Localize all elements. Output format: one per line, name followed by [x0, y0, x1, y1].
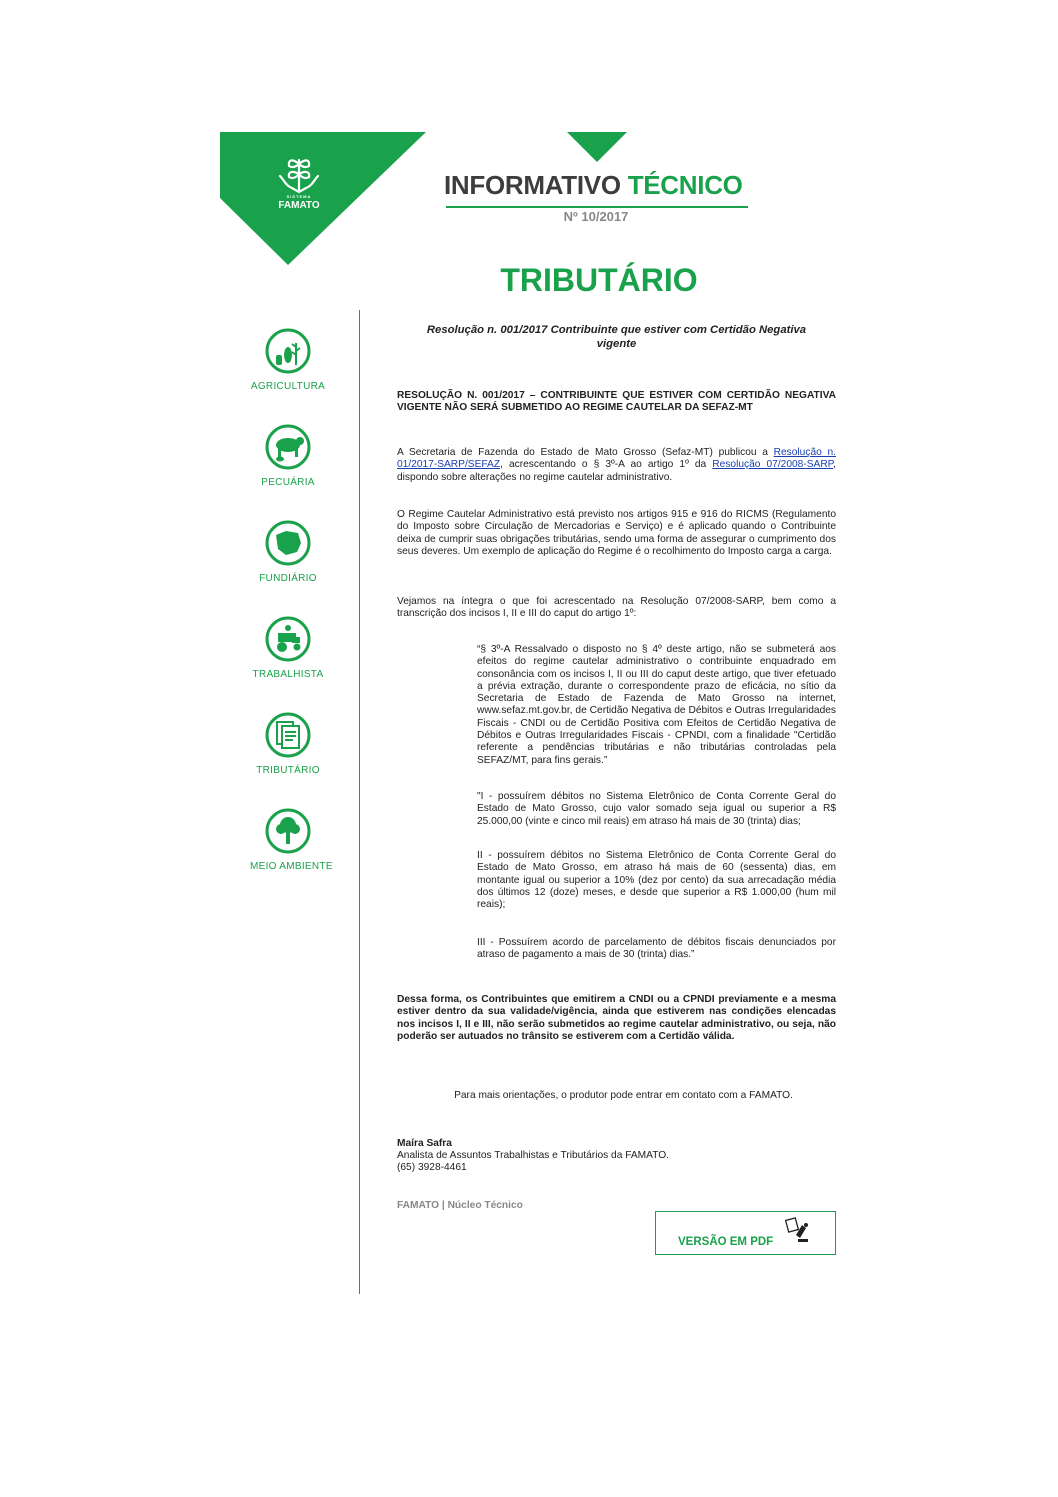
- sidebar-item-label: TRIBUTÁRIO: [256, 765, 320, 776]
- paragraph-transcription-intro: Vejamos na íntegra o que foi acrescentado na Resolução 07/2008-SARP, bem como a transcrição dos incisos I, II e III do caput do artigo 1º:: [397, 596, 836, 620]
- sidebar-item-label: PECUÁRIA: [261, 477, 315, 488]
- quote-inciso-i: "I - possuírem débitos no Sistema Eletrônico de Conta Corrente Geral do Estado de Mato Grosso, cujo valor somado seja igual ou superior a R$ 25.000,00 (vinte e cinco mil reais) em atraso há mais de 30 (trinta) dias;: [477, 791, 836, 827]
- title-underline: [446, 206, 748, 208]
- paragraph-conclusion: Dessa forma, os Contribuintes que emitirem a CNDI ou a CPNDI previamente e a mesma estiver dentro da sua validade/vigência, ainda que estiverem nas condições elencadas nos incisos I, II e III, não serão submetidos ao regime cautelar administrativo, ou seja, não poderão ser autuados no trânsito se estiverem com a Certidão válida.: [397, 994, 836, 1042]
- agriculture-icon: [264, 327, 312, 375]
- author-role: Analista de Assuntos Trabalhistas e Tributários da FAMATO.: [397, 1150, 669, 1161]
- tax-document-icon: [264, 711, 312, 759]
- article-headline: RESOLUÇÃO N. 001/2017 – CONTRIBUINTE QUE ESTIVER COM CERTIDÃO NEGATIVA VIGENTE NÃO SERÁ SUBMETIDO AO REGIME CAUTELAR DA SEFAZ-MT: [397, 390, 836, 414]
- sidebar-item-pecuaria[interactable]: [250, 423, 326, 488]
- logo-sistema-text: SISTEMA: [286, 194, 312, 199]
- article-subtitle: [397, 323, 836, 351]
- sidebar-item-trabalhista[interactable]: [250, 615, 326, 680]
- article-subtitle-line1: Resolução n. 001/2017 Contribuinte que estiver com Certidão Negativa: [426, 324, 807, 336]
- page-title-part1: INFORMATIVO: [444, 170, 628, 200]
- article-subtitle-line2: vigente: [596, 338, 637, 350]
- sidebar-item-label: FUNDIÁRIO: [259, 573, 317, 584]
- logo-famato-text: FAMATO: [278, 200, 320, 211]
- pdf-download-icon: [784, 1217, 812, 1243]
- sidebar-divider: [359, 310, 360, 1294]
- tree-icon: [264, 807, 312, 855]
- issue-number: Nº 10/2017: [563, 209, 629, 224]
- paragraph-intro: [397, 447, 836, 484]
- quote-inciso-ii: II - possuírem débitos no Sistema Eletrônico de Conta Corrente Geral do Estado de Mato Grosso, em atraso há mais de 60 (sessenta) dias, em montante igual ou superior a 10% (dez por cento) da sua arrecadação média dos últimos 12 (doze) meses, e desde que superior a R$ 1.000,00 (hum mil reais);: [477, 850, 836, 911]
- author-name: Maíra Safra: [397, 1138, 452, 1149]
- paragraph-text: , dispondo sobre alterações no regime cautelar administrativo.: [397, 459, 836, 483]
- author-phone: (65) 3928-4461: [397, 1162, 467, 1173]
- paragraph-regime: O Regime Cautelar Administrativo está previsto nos artigos 915 e 916 do RICMS (Regulamento do Imposto sobre Circulação de Mercadorias e Serviço) e é aplicado quando o Contribuinte deixa de cumprir suas obrigações tributárias, sendo uma forma de assegurar o cumprimento dos seus deveres. Um exemplo de aplicação do Regime é o recolhimento do Imposto carga a carga.: [397, 509, 836, 557]
- resolucao-07-2008-link[interactable]: Resolução 07/2008-SARP: [712, 459, 834, 471]
- contact-line: Para mais orientações, o produtor pode entrar em contato com a FAMATO.: [454, 1090, 793, 1101]
- paragraph-text: A Secretaria de Fazenda do Estado de Mato Grosso (Sefaz-MT) publicou a: [397, 447, 774, 458]
- tractor-icon: [264, 615, 312, 663]
- land-map-icon: [264, 519, 312, 567]
- green-notch-triangle: [567, 132, 627, 162]
- livestock-icon: [264, 423, 312, 471]
- footer-note: FAMATO | Núcleo Técnico: [397, 1200, 523, 1211]
- page-title-part2: TÉCNICO: [627, 170, 743, 200]
- pdf-version-button[interactable]: [655, 1211, 836, 1255]
- sidebar-item-label: TRABALHISTA: [252, 669, 324, 680]
- quote-inciso-iii: III - Possuírem acordo de parcelamento de débitos fiscais denunciados por atraso de pagamento a mais de 30 (trinta) dias.”: [477, 937, 836, 961]
- page-title: [444, 170, 749, 201]
- sidebar-item-label: MEIO AMBIENTE: [250, 861, 333, 872]
- section-title: TRIBUTÁRIO: [500, 262, 698, 298]
- sidebar-item-fundiario[interactable]: [250, 519, 326, 584]
- paragraph-text: , acrescentando o § 3º-A ao artigo 1º da: [500, 459, 713, 471]
- sidebar-item-tributario[interactable]: [250, 711, 326, 776]
- pdf-version-label: VERSÃO EM PDF: [678, 1236, 774, 1248]
- quote-paragraph-3a: “§ 3º-A Ressalvado o disposto no § 4º deste artigo, não se submeterá aos efeitos do regime cautelar administrativo o contribuinte enquadrado em consonância com os incisos I, II ou III do caput deste artigo, que tiver efetuado a prévia extração, durante o correspondente prazo de eficácia, no sítio da Secretaria de Estado de Fazenda de Mato Grosso na internet, www.sefaz.mt.gov.br, de Certidão Negativa de Débitos e Outras Irregularidades Fiscais - CNDI ou de Certidão Positiva com Efeitos de Certidão Negativa de Débitos e Outras Irregularidades Fiscais - CPNDI, com a finalidade "Certidão referente a pendências tributárias e não tributárias controladas pela SEFAZ/MT, para fins gerais.”: [477, 644, 836, 766]
- sidebar-item-meio-ambiente[interactable]: [250, 807, 333, 872]
- sidebar-item-agricultura[interactable]: [250, 327, 326, 392]
- resolucao-01-2017-link[interactable]: Resolução n. 01/2017-SARP/SEFAZ: [397, 447, 836, 471]
- sidebar-item-label: AGRICULTURA: [250, 381, 326, 392]
